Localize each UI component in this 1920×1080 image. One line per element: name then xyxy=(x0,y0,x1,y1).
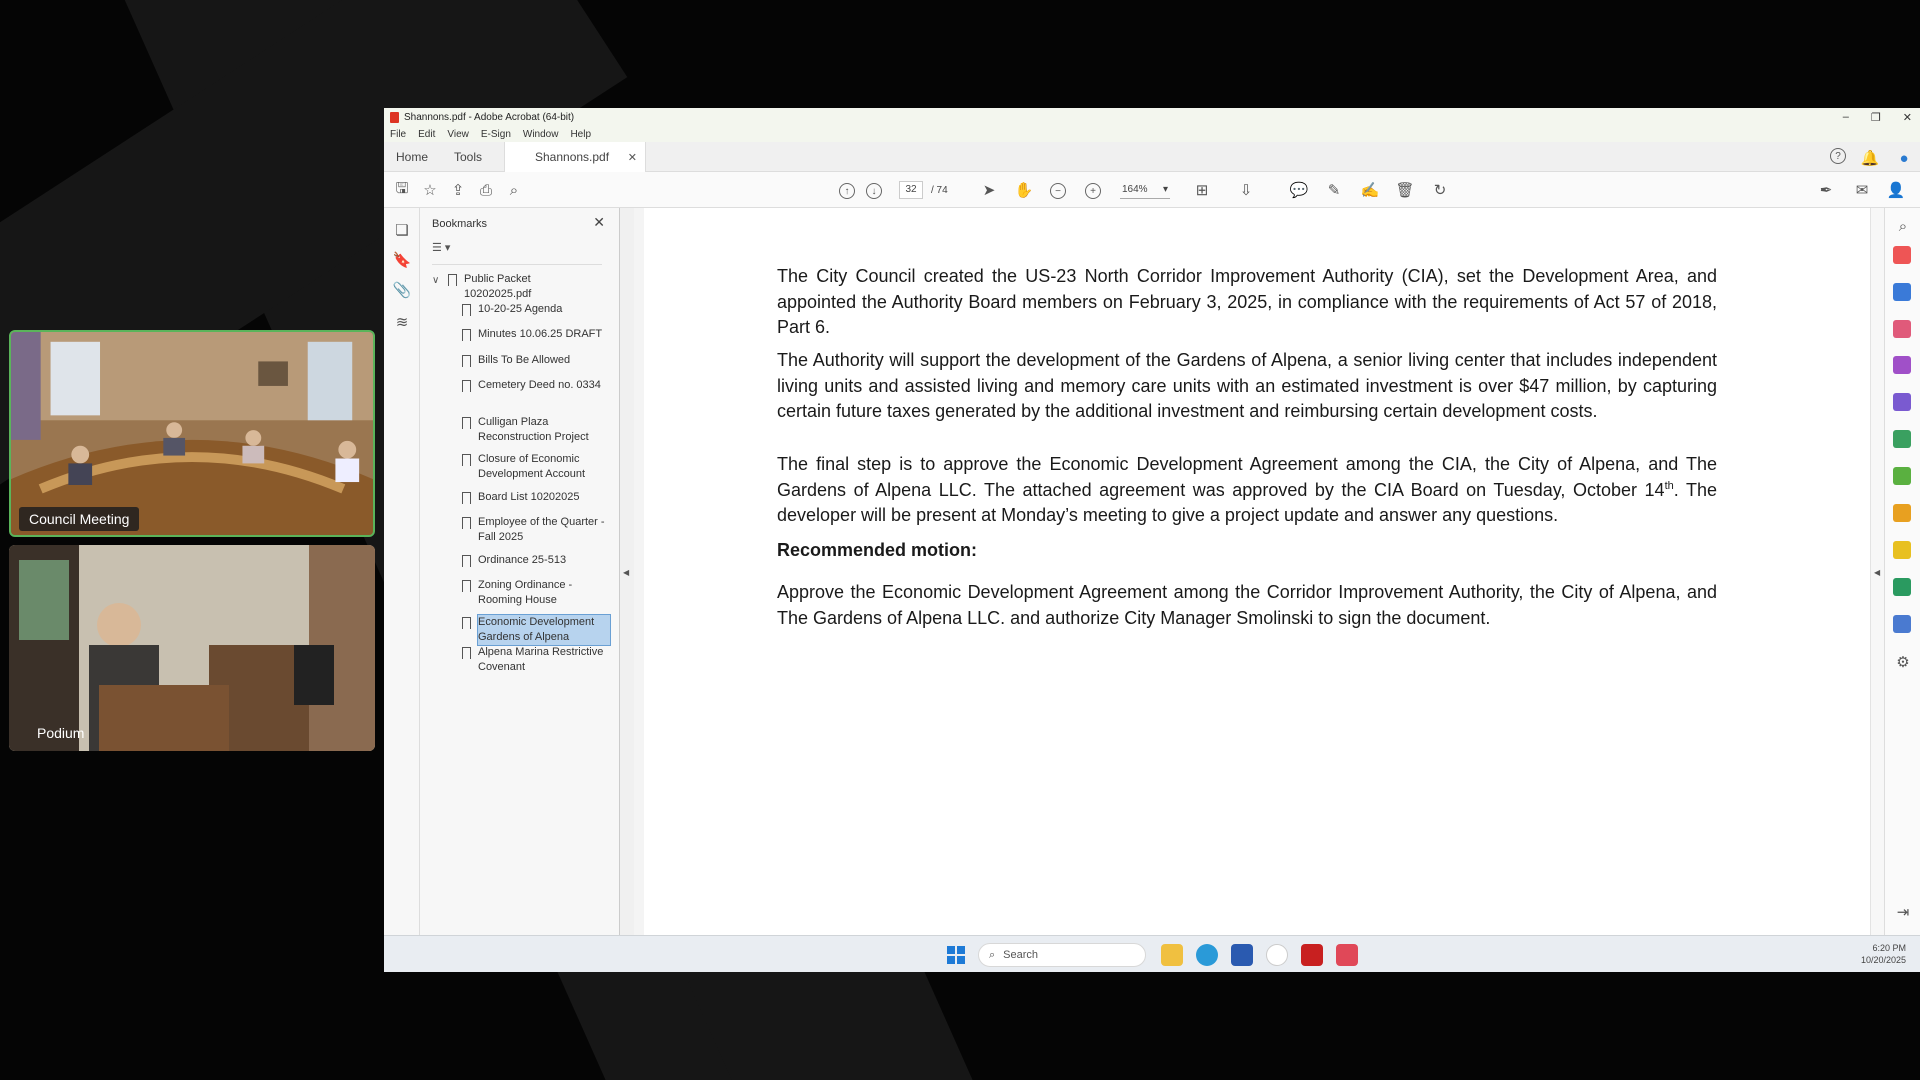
video-label: Podium xyxy=(37,725,85,741)
fit-page-icon[interactable]: ⊞ xyxy=(1195,182,1209,199)
page-down-icon[interactable]: ↓ xyxy=(866,183,882,199)
help-icon[interactable]: ? xyxy=(1830,148,1846,164)
combine-files-icon[interactable] xyxy=(1893,356,1911,374)
comment-icon[interactable]: 💬 xyxy=(1289,182,1309,199)
clock-time: 6:20 PM xyxy=(1872,943,1906,953)
collapse-arrow-icon: ◀ xyxy=(623,568,630,577)
tab-document[interactable] xyxy=(504,142,646,172)
menu-help[interactable]: Help xyxy=(570,128,592,140)
rotate-icon[interactable]: ↻ xyxy=(1433,182,1447,199)
tab-bar xyxy=(384,142,1920,172)
print-icon[interactable]: ⎙ xyxy=(479,181,492,199)
clock-date: 10/20/2025 xyxy=(1860,955,1906,965)
title-bar xyxy=(384,108,1920,126)
paragraph: Approve the Economic Development Agreement among the Corridor Improvement Authority, the City of Alpena, and The Gardens of Alpena LLC. and authorize City Manager Smolinski to sign the document. xyxy=(777,582,1717,628)
bookmark-item[interactable]: Ordinance 25-513 xyxy=(460,553,610,568)
bookmark-icon xyxy=(462,492,471,504)
tab-home[interactable]: Home xyxy=(396,150,429,164)
bookmark-icon xyxy=(462,329,471,341)
menu-window[interactable]: Window xyxy=(522,128,559,140)
bookmark-icon xyxy=(462,380,471,392)
vertical-scrollbar[interactable] xyxy=(1870,208,1884,935)
chevron-down-icon[interactable]: ∨ xyxy=(432,275,440,286)
bookmark-item[interactable]: Bills To Be Allowed xyxy=(460,353,610,368)
collapse-arrow-icon: ◀ xyxy=(1874,568,1881,577)
toolbar xyxy=(384,172,1920,208)
attachment-icon[interactable]: 📎 xyxy=(392,282,412,299)
bookmark-icon xyxy=(462,617,471,629)
bookmark-item[interactable]: Cemetery Deed no. 0334 xyxy=(460,378,610,393)
comment-tool-icon[interactable] xyxy=(1893,541,1911,559)
bookmark-panel-icon[interactable]: 🔖 xyxy=(392,252,412,269)
acrobat-icon xyxy=(390,112,399,123)
page-total: / 74 xyxy=(931,184,948,196)
taskbar xyxy=(384,935,1920,972)
export-pdf-icon[interactable] xyxy=(1893,246,1911,264)
taskbar-search[interactable] xyxy=(978,943,1146,967)
more-tools-icon[interactable]: ⚙ xyxy=(1896,654,1910,671)
select-cursor-icon[interactable]: ➤ xyxy=(982,182,996,199)
protect-icon[interactable] xyxy=(1893,615,1911,633)
bookmarks-title: Bookmarks xyxy=(432,218,488,230)
upload-icon[interactable]: ⇪ xyxy=(451,182,465,199)
close-window-button[interactable]: ✕ xyxy=(1902,111,1912,124)
bookmark-icon xyxy=(462,417,471,429)
chrome-icon[interactable] xyxy=(1266,944,1288,966)
scan-ocr-icon[interactable] xyxy=(1893,467,1911,485)
menu-view[interactable]: View xyxy=(447,128,469,140)
bookmark-item[interactable]: Zoning Ordinance -Rooming House xyxy=(460,578,610,608)
document-view[interactable] xyxy=(634,208,1884,935)
zoom-search-icon[interactable]: ⌕ xyxy=(1898,217,1908,235)
paragraph: The City Council created the US-23 North Corridor Improvement Authority (CIA), set the Development Area, and appointed the Authority Board members on February 3, 2025, in compliance with the requirements of Act 57 of 2018, Part 6. xyxy=(777,266,1717,338)
store-icon[interactable] xyxy=(1231,944,1253,966)
zoom-value: 164% xyxy=(1122,184,1148,195)
acrobat-window xyxy=(384,108,1920,972)
star-icon[interactable]: ☆ xyxy=(423,182,437,199)
highlight-pen-icon[interactable]: ✎ xyxy=(1327,182,1341,199)
paragraph: The final step is to approve the Economic Development Agreement among the CIA, the City of Alpena, and The Gardens of Alpena LLC. The attached agreement was approved by the CIA Board on Tuesday, October 14th. The developer will be present at Monday’s meeting to give a project update and answer any questions. xyxy=(777,454,1717,526)
create-pdf-icon[interactable] xyxy=(1893,283,1911,301)
panel-collapse-handle[interactable] xyxy=(620,208,634,935)
zoom-select[interactable] xyxy=(1120,181,1170,199)
hand-tool-icon[interactable]: ✋ xyxy=(1014,182,1034,199)
expand-panel-icon[interactable]: ⇥ xyxy=(1896,904,1910,921)
menu-edit[interactable]: Edit xyxy=(418,128,436,140)
bookmark-item[interactable]: 10-20-25 Agenda xyxy=(460,302,610,317)
system-clock[interactable] xyxy=(1861,942,1906,966)
tab-tools[interactable]: Tools xyxy=(454,150,483,164)
bookmark-options-icon[interactable]: ☰ ▾ xyxy=(432,241,602,265)
mail-icon[interactable]: ✉ xyxy=(1855,182,1869,199)
bookmark-icon xyxy=(462,580,471,592)
bookmark-item[interactable]: Culligan Plaza Reconstruction Project xyxy=(460,415,610,445)
menu-file[interactable]: File xyxy=(390,128,407,140)
scroll-mode-icon[interactable]: ⇩ xyxy=(1239,182,1253,199)
organize-pages-icon[interactable] xyxy=(1893,320,1911,338)
section-heading: Recommended motion: xyxy=(777,540,978,560)
bookmark-icon xyxy=(462,355,471,367)
window-title: Shannons.pdf - Adobe Acrobat (64-bit) xyxy=(404,111,575,123)
council-room-video xyxy=(11,332,373,535)
avatar[interactable]: ● xyxy=(1899,149,1909,167)
video-tile-podium[interactable] xyxy=(9,545,375,751)
pdf-page xyxy=(644,208,1872,935)
right-tools-rail xyxy=(1884,208,1920,935)
bookmark-icon xyxy=(462,647,471,659)
paragraph: The Authority will support the development of the Gardens of Alpena, a senior living center that includes independent living units and assisted living and memory care units with an estimated investment is over $47 million, by capturing certain future taxes generated by the additional investment and reimbursing certain development costs. xyxy=(777,350,1717,422)
close-tab-icon[interactable]: ✕ xyxy=(627,151,637,164)
video-label: Council Meeting xyxy=(19,507,139,531)
start-button[interactable] xyxy=(947,946,965,964)
bookmark-item[interactable]: Closure of Economic Development Account xyxy=(460,452,610,482)
left-nav-rail xyxy=(384,208,420,935)
bookmark-item[interactable]: Employee of the Quarter - Fall 2025 xyxy=(460,515,610,545)
bookmark-item[interactable]: Minutes 10.06.25 DRAFT xyxy=(460,327,610,342)
page-up-icon[interactable]: ↑ xyxy=(839,183,855,199)
sign-icon[interactable]: ✍ xyxy=(1360,182,1380,199)
layers-icon[interactable]: ≋ xyxy=(395,314,409,331)
file-explorer-icon[interactable] xyxy=(1161,944,1183,966)
bell-icon[interactable]: 🔔 xyxy=(1860,150,1880,167)
chevron-down-icon: ▾ xyxy=(1162,184,1168,195)
close-panel-icon[interactable]: ✕ xyxy=(593,214,605,230)
search-icon[interactable]: ⌕ xyxy=(509,181,519,199)
menu-bar xyxy=(384,126,1920,142)
search-icon: ⌕ xyxy=(989,948,996,961)
edit-sign-icon[interactable]: ✒ xyxy=(1819,182,1833,199)
restore-button[interactable]: ❐ xyxy=(1870,111,1881,124)
trash-icon[interactable]: 🗑 xyxy=(1395,182,1415,199)
acrobat-taskbar-icon[interactable] xyxy=(1301,944,1323,966)
bookmark-item[interactable]: Board List 10202025 xyxy=(460,490,610,505)
edit-pdf-icon[interactable] xyxy=(1893,430,1911,448)
bookmark-icon xyxy=(448,274,457,286)
pages-icon[interactable]: ❏ xyxy=(395,222,409,239)
print-production-icon[interactable] xyxy=(1893,578,1911,596)
menu-esign[interactable]: E-Sign xyxy=(480,128,511,140)
share-icon[interactable]: 👤 xyxy=(1886,182,1906,199)
taskbar-search-placeholder: Search xyxy=(1003,949,1039,961)
bookmark-icon xyxy=(462,517,471,529)
request-signature-icon[interactable] xyxy=(1893,504,1911,522)
bookmarks-panel xyxy=(420,208,620,935)
minimize-button[interactable]: – xyxy=(1842,111,1849,123)
bookmark-icon xyxy=(462,454,471,466)
bookmark-root[interactable]: ∨ Public Packet 10202025.pdf xyxy=(432,273,532,300)
zoom-in-icon[interactable]: + xyxy=(1085,183,1101,199)
bookmark-icon xyxy=(462,555,471,567)
save-icon[interactable]: 🖫 xyxy=(395,179,409,197)
fill-sign-icon[interactable] xyxy=(1893,393,1911,411)
bookmark-item-selected[interactable]: Economic Development Gardens of Alpena xyxy=(460,615,610,645)
zoom-out-icon[interactable]: − xyxy=(1050,183,1066,199)
page-number-input[interactable]: 32 xyxy=(899,181,923,199)
edge-icon[interactable] xyxy=(1196,944,1218,966)
meeting-app-icon[interactable] xyxy=(1336,944,1358,966)
page-navigator xyxy=(899,181,948,199)
video-tile-council-meeting[interactable] xyxy=(9,330,375,537)
tab-document-label: Shannons.pdf xyxy=(535,150,610,164)
bookmark-icon xyxy=(462,304,471,316)
bookmark-item[interactable]: Alpena Marina Restrictive Covenant xyxy=(460,645,610,675)
